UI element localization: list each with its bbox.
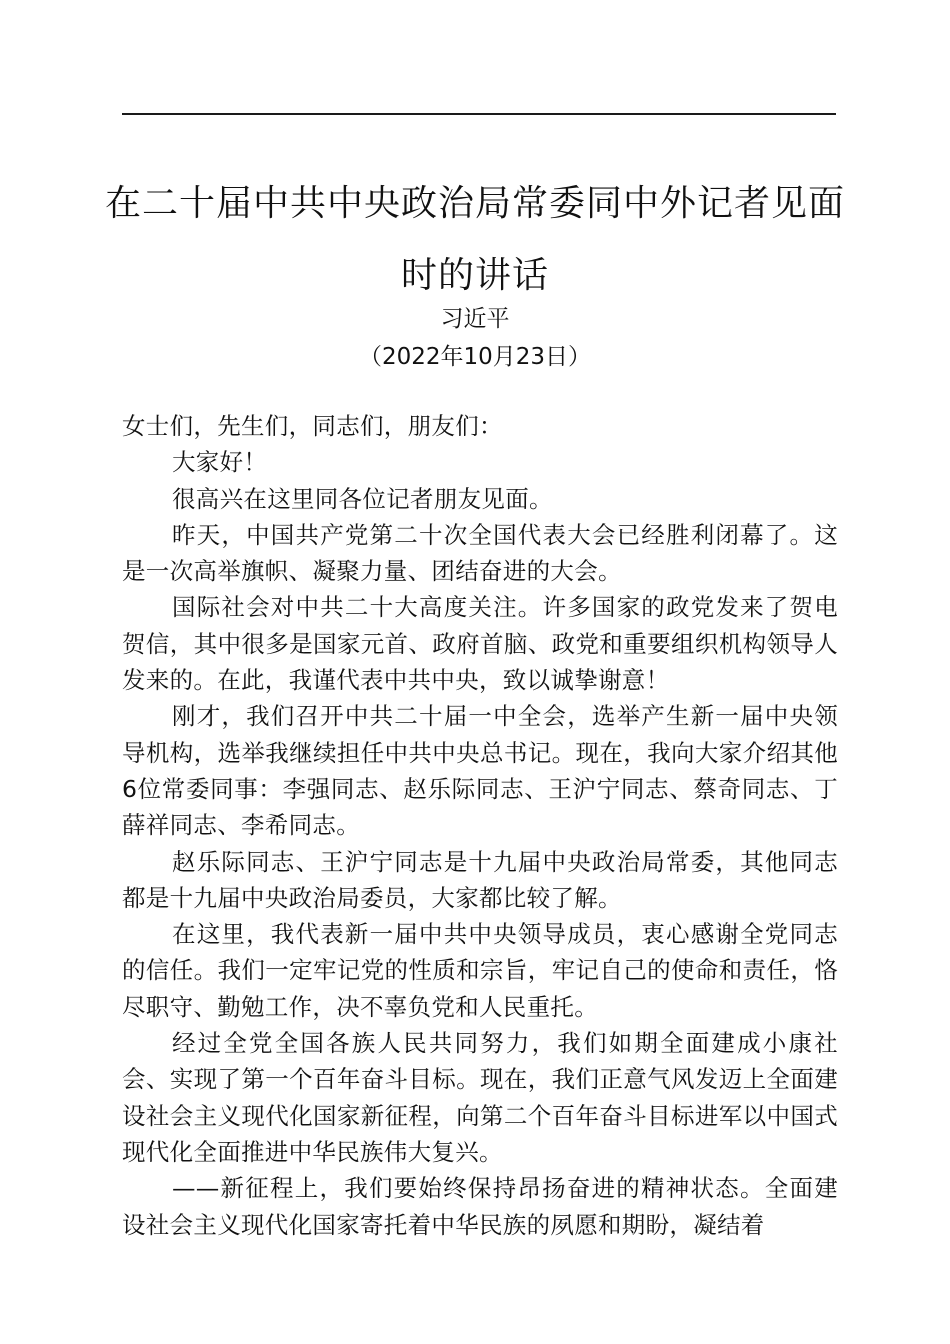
author-name: 习近平 — [440, 306, 510, 332]
salutation: 女士们，先生们，同志们，朋友们： — [122, 412, 503, 440]
title-line-2: 时的讲话 — [400, 255, 549, 296]
paragraph: 昨天，中国共产党第二十次全国代表大会已经胜利闭幕了。这是一次高举旗帜、凝聚力量、团结奋进的大会。 — [122, 520, 838, 586]
speech-body — [122, 408, 838, 1243]
speech-date: （2022年10月23日） — [358, 344, 592, 370]
paragraph: 经过全党全国各族人民共同努力，我们如期全面建成小康社会、实现了第一个百年奋斗目标。现在，我们正意气风发迈上全面建设社会主义现代化国家新征程，向第二个百年奋斗目标进军以中国式现代化全面推进中华民族伟大复兴。 — [122, 1029, 838, 1166]
paragraph: 刚才，我们召开中共二十届一中全会，选举产生新一届中央领导机构，选举我继续担任中共中央总书记。现在，我向大家介绍其他6位常委同事：李强同志、赵乐际同志、王沪宁同志、蔡奇同志、丁薛祥同志、李希同志。 — [122, 702, 838, 840]
paragraph: 在这里，我代表新一届中共中央领导成员，衷心感谢全党同志的信任。我们一定牢记党的性质和宗旨，牢记自己的使命和责任，恪尽职守、勤勉工作，决不辜负党和人民重托。 — [122, 920, 838, 1021]
paragraph: 国际社会对中共二十大高度关注。许多国家的政党发来了贺电贺信，其中很多是国家元首、政府首脑、政党和重要组织机构领导人发来的。在此，我谨代表中共中央，致以诚挚谢意！ — [122, 593, 838, 695]
paragraph: 大家好！ — [172, 448, 268, 477]
header-rule — [122, 113, 836, 115]
paragraph: 赵乐际同志、王沪宁同志是十九届中央政治局常委，其他同志都是十九届中央政治局委员，大家都比较了解。 — [122, 847, 838, 912]
paragraph: ——新征程上，我们要始终保持昂扬奋进的精神状态。全面建设社会主义现代化国家寄托着中华民族的夙愿和期盼，凝结着 — [122, 1174, 838, 1239]
title-line-1: 在二十届中共中央政治局常委同中外记者见面 — [104, 183, 845, 224]
paragraph: 很高兴在这里同各位记者朋友见面。 — [172, 484, 553, 513]
document-title — [100, 168, 850, 312]
